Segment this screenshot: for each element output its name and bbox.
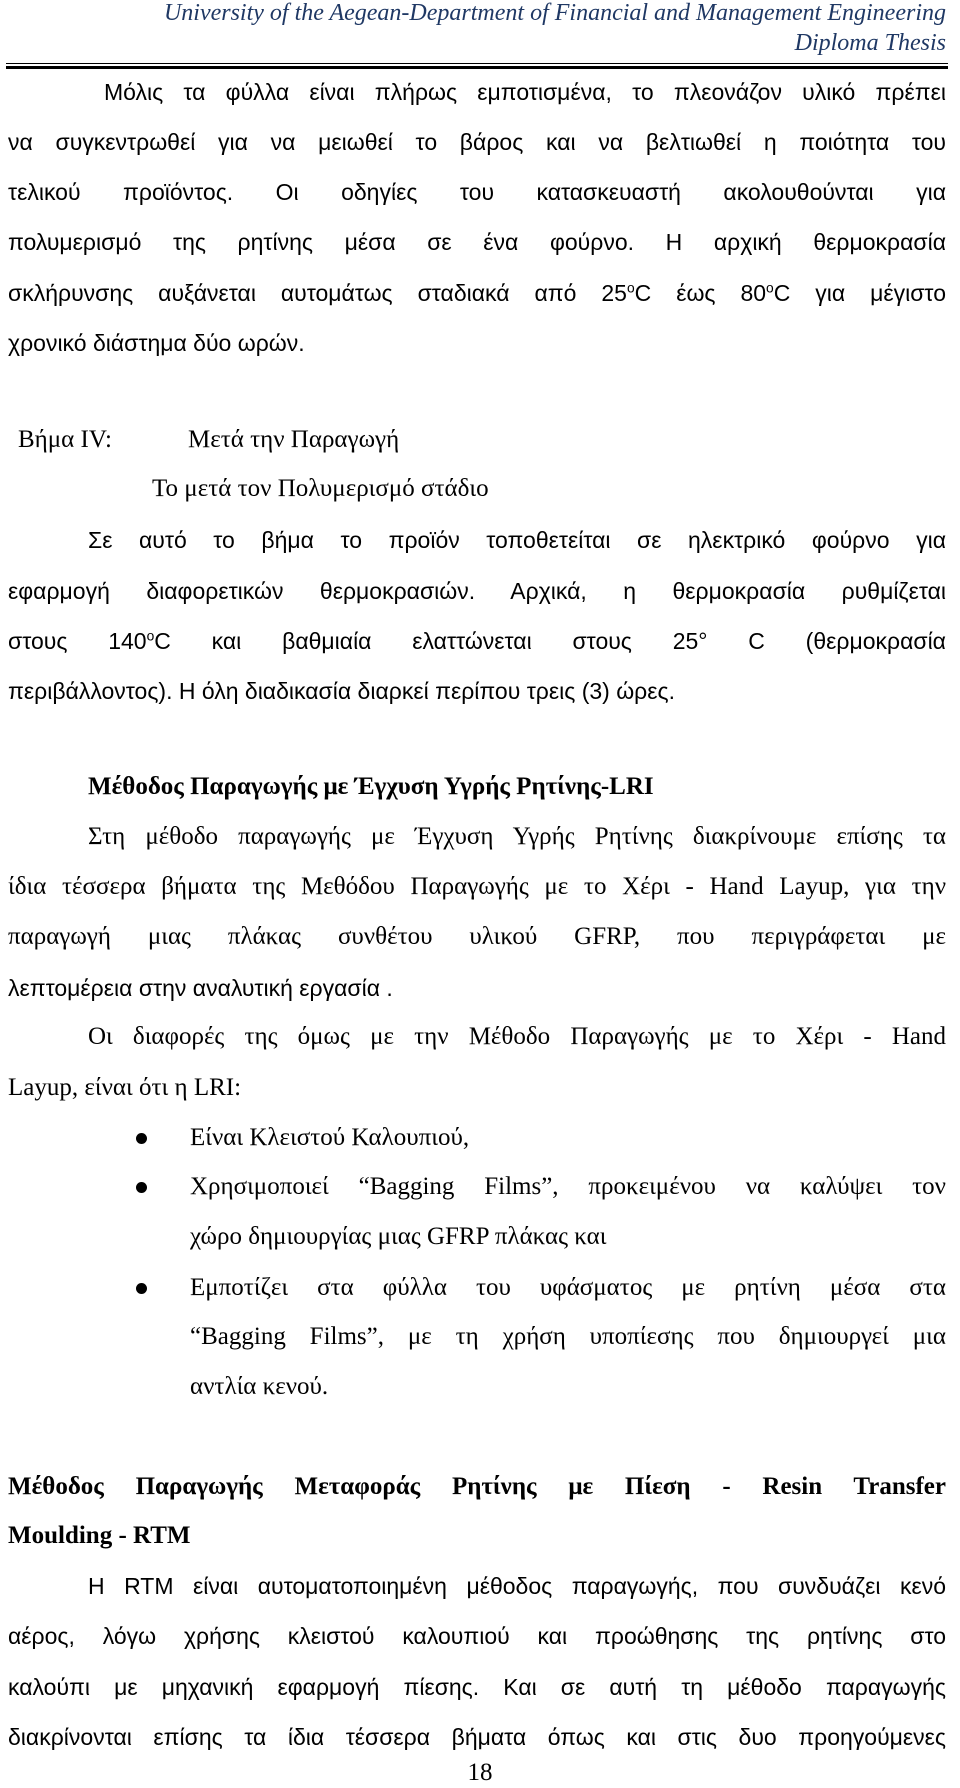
step4-title: Μετά την Παραγωγή [188, 426, 400, 453]
step4-line3-a: στους 140 [8, 628, 147, 654]
rtm-line2: αέρος, λόγω χρήσης κλειστού καλουπιού και προώθησης της ρητίνης στο [8, 1623, 946, 1649]
lri-p1-line3: παραγωγή μιας πλάκας συνθέτου υλικού GFRP, που περιγράφεται με [8, 923, 946, 950]
bullet-dot [136, 1283, 147, 1294]
bullet1-line1: Είναι Κλειστού Καλουπιού, [190, 1124, 470, 1151]
bullet3-line3: αντλία κενού. [190, 1373, 329, 1400]
step4-line4: περιβάλλοντος). Η όλη διαδικασία διαρκεί περίπου τρεις (3) ώρες. [8, 678, 675, 704]
step4-line2: εφαρμογή διαφορετικών θερμοκρασιών. Αρχικά, η θερμοκρασία ρυθμίζεται [8, 578, 946, 604]
para1-line6: χρονικό διάστημα δύο ωρών. [8, 330, 305, 356]
degree-sup: o [146, 628, 155, 644]
rtm-line3: καλούπι με μηχανική εφαρμογή πίεσης. Και σε αυτή τη μέθοδο παραγωγής [8, 1674, 946, 1700]
page-number: 18 [467, 1759, 493, 1786]
lri-p1-line1: Στη μέθοδο παραγωγής με Έγχυση Υγρής Ρητίνης διακρίνουμε επίσης τα [88, 823, 946, 850]
bullet-dot [136, 1182, 147, 1193]
para1-line1: Μόλις τα φύλλα είναι πλήρως εμποτισμένα, το πλεονάζον υλικό πρέπει [104, 79, 946, 105]
rtm-line1: Η RTM είναι αυτοματοποιημένη μέθοδος παραγωγής, που συνδυάζει κενό [88, 1573, 946, 1599]
rtm-heading-line1: Μέθοδος Παραγωγής Μεταφοράς Ρητίνης με Πίεση - Resin Transfer [8, 1473, 946, 1500]
para1-line5-c: C για μέγιστο [773, 280, 946, 306]
lri-heading: Μέθοδος Παραγωγής με Έγχυση Υγρής Ρητίνης-LRI [88, 773, 654, 800]
para1-line5-a: σκλήρυνσης αυξάνεται αυτομάτως σταδιακά από 25 [8, 280, 627, 306]
para1-line2: να συγκεντρωθεί για να μειωθεί το βάρος και να βελτιωθεί η ποιότητα του [8, 129, 946, 155]
rtm-heading-line2: Moulding - RTM [8, 1522, 191, 1549]
header-thesis-label: Diploma Thesis [794, 30, 946, 56]
step4-line3-b: C και βαθμιαία ελαττώνεται στους 25° C (θερμοκρασία [154, 628, 946, 654]
para1-line3: τελικού προϊόντος. Οι οδηγίες του κατασκευαστή ακολουθούνται για [8, 179, 946, 205]
bullet-dot [136, 1133, 147, 1144]
step4-line1: Σε αυτό το βήμα το προϊόν τοποθετείται σε ηλεκτρικό φούρνο για [88, 527, 946, 553]
step4-label: Βήμα IV: [18, 426, 112, 453]
header-rule-thick [6, 66, 948, 69]
rtm-line4: διακρίνονται επίσης τα ίδια τέσσερα βήματα όπως και στις δυο προηγούμενες [8, 1724, 946, 1750]
bullet3-line1: Εμποτίζει στα φύλλα του υφάσματος με ρητίνη μέσα στα [190, 1274, 946, 1301]
para1-line5 [8, 278, 946, 308]
bullet3-line2: “Bagging Films”, με τη χρήση υποπίεσης που δημιουργεί μια [190, 1323, 946, 1350]
para1-line4: πολυμερισμό της ρητίνης μέσα σε ένα φούρνο. Η αρχική θερμοκρασία [8, 229, 946, 255]
lri-p2-line1: Οι διαφορές της όμως με την Μέθοδο Παραγωγής με το Χέρι - Hand [88, 1023, 946, 1050]
para1-line5-b: C έως 80 [634, 280, 767, 306]
bullet2-line2: χώρο δημιουργίας μιας GFRP πλάκας και [190, 1223, 607, 1250]
bullet2-line1: Χρησιμοποιεί “Bagging Films”, προκειμένου να καλύψει τον [190, 1173, 946, 1200]
lri-p1-line2: ίδια τέσσερα βήματα της Μεθόδου Παραγωγής με το Χέρι - Hand Layup, για την [8, 873, 946, 900]
degree-sup: o [766, 280, 774, 296]
header-institution: University of the Aegean-Department of Financial and Management Engineering [163, 0, 946, 26]
lri-p1-line4: λεπτομέρεια στην αναλυτική εργασία . [8, 975, 393, 1001]
degree-sup: o [626, 280, 635, 296]
lri-p2-line2: Layup, είναι ότι η LRI: [8, 1074, 242, 1101]
step4-subtitle: Το μετά τον Πολυμερισμό στάδιο [152, 475, 489, 502]
step4-line3 [8, 626, 946, 656]
header-rule-thin [6, 63, 948, 64]
